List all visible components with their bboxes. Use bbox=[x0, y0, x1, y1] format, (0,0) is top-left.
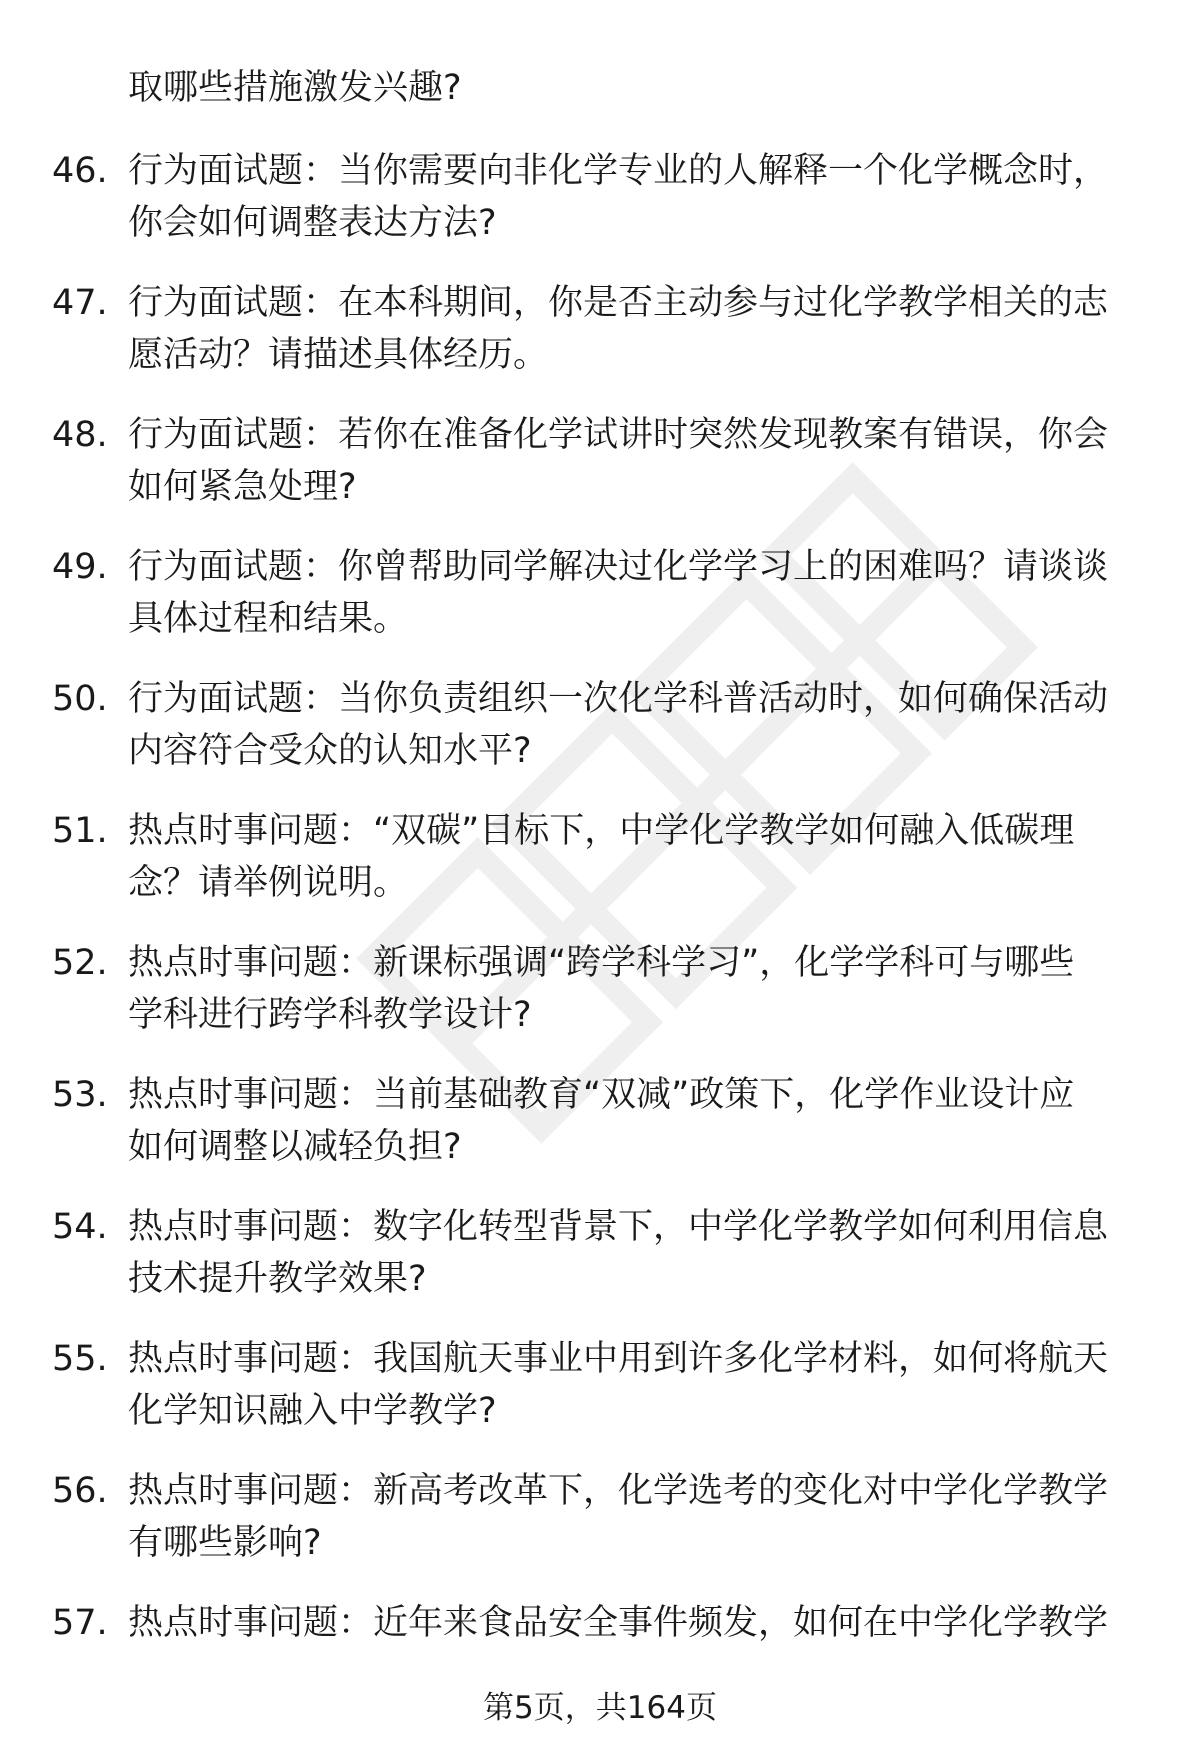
question-number: 53. bbox=[52, 1075, 108, 1115]
question-number: 54. bbox=[52, 1207, 108, 1247]
question-number: 48. bbox=[52, 415, 108, 455]
question-text-line: 热点时事问题：我国航天事业中用到许多化学材料，如何将航天 bbox=[128, 1339, 1109, 1379]
question-text-line: 行为面试题：若你在准备化学试讲时突然发现教案有错误，你会 bbox=[128, 415, 1109, 455]
question-item bbox=[0, 1465, 1200, 1597]
question-text-line: 热点时事问题：当前基础教育“双减”政策下，化学作业设计应 bbox=[128, 1075, 1075, 1115]
question-number: 57. bbox=[52, 1603, 108, 1643]
question-number: 55. bbox=[52, 1339, 108, 1379]
question-text-line: 技术提升教学效果? bbox=[128, 1259, 427, 1299]
question-item bbox=[0, 1333, 1200, 1465]
question-text-line: 行为面试题：你曾帮助同学解决过化学学习上的困难吗？请谈谈 bbox=[128, 547, 1109, 587]
question-number: 47. bbox=[52, 283, 108, 323]
question-number: 50. bbox=[52, 679, 108, 719]
question-item bbox=[0, 277, 1200, 409]
question-text-line: 你会如何调整表达方法? bbox=[128, 203, 497, 243]
question-item bbox=[0, 673, 1200, 805]
question-list bbox=[0, 145, 1200, 1729]
question-text-line: 行为面试题：当你负责组织一次化学科普活动时，如何确保活动 bbox=[128, 679, 1109, 719]
question-text-line: 行为面试题：当你需要向非化学专业的人解释一个化学概念时， bbox=[128, 151, 1109, 191]
question-text-line: 愿活动？请描述具体经历。 bbox=[128, 335, 549, 375]
question-item bbox=[0, 145, 1200, 277]
question-item bbox=[0, 541, 1200, 673]
question-number: 56. bbox=[52, 1471, 108, 1511]
question-number: 46. bbox=[52, 151, 108, 191]
question-text-line: 行为面试题：在本科期间，你是否主动参与过化学教学相关的志 bbox=[128, 283, 1109, 323]
question-text-line: 有哪些影响? bbox=[128, 1523, 322, 1563]
question-text-line: 念？请举例说明。 bbox=[128, 863, 409, 903]
question-text-line: 如何调整以减轻负担? bbox=[128, 1127, 462, 1167]
continuation-text: 取哪些措施激发兴趣? bbox=[128, 68, 462, 108]
question-text-line: 热点时事问题：新课标强调“跨学科学习”，化学学科可与哪些 bbox=[128, 943, 1075, 983]
question-item bbox=[0, 937, 1200, 1069]
question-item bbox=[0, 805, 1200, 937]
question-text-line: 热点时事问题：数字化转型背景下，中学化学教学如何利用信息 bbox=[128, 1207, 1109, 1247]
question-text-line: 热点时事问题：新高考改革下，化学选考的变化对中学化学教学 bbox=[128, 1471, 1109, 1511]
question-text-line: 具体过程和结果。 bbox=[128, 599, 409, 639]
question-item bbox=[0, 1069, 1200, 1201]
question-item bbox=[0, 1201, 1200, 1333]
question-text-line: 热点时事问题：近年来食品安全事件频发，如何在中学化学教学 bbox=[128, 1603, 1109, 1643]
question-item bbox=[0, 409, 1200, 541]
question-text-line: 学科进行跨学科教学设计? bbox=[128, 995, 532, 1035]
question-text-line: 如何紧急处理? bbox=[128, 467, 357, 507]
question-number: 49. bbox=[52, 547, 108, 587]
question-number: 51. bbox=[52, 811, 108, 851]
question-text-line: 热点时事问题：“双碳”目标下，中学化学教学如何融入低碳理 bbox=[128, 811, 1075, 851]
question-text-line: 内容符合受众的认知水平? bbox=[128, 731, 532, 771]
question-text-line: 化学知识融入中学教学? bbox=[128, 1391, 497, 1431]
question-number: 52. bbox=[52, 943, 108, 983]
page-footer: 第5页，共164页 bbox=[483, 1690, 717, 1726]
